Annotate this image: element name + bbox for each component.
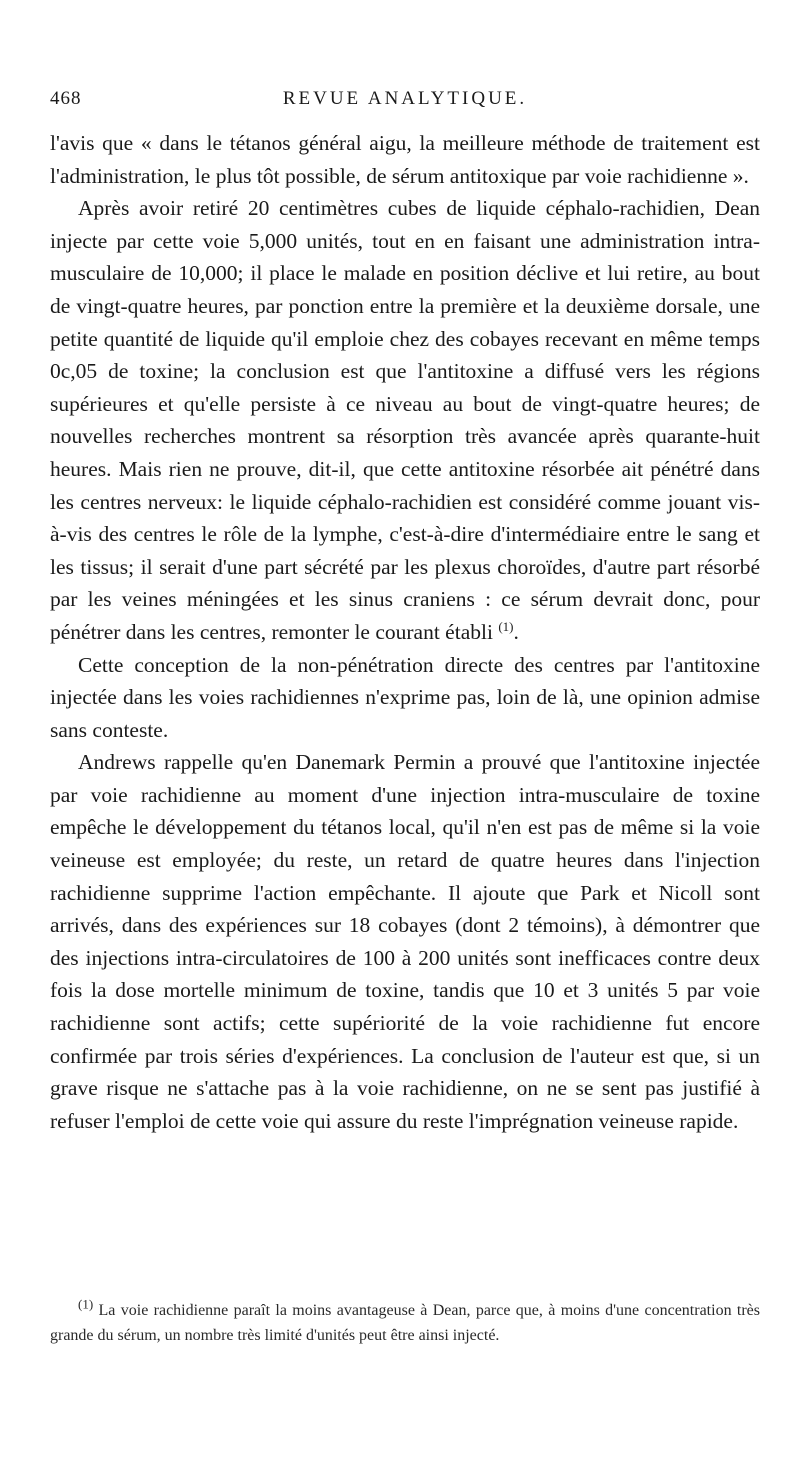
journal-title: REVUE ANALYTIQUE. [282,88,528,109]
footnote-reference-period: . [513,619,519,644]
paragraph-dean-method-text: Après avoir retiré 20 centimètres cubes de liquide céphalo-rachidien, Dean injecte par cette voie 5,000 unités, tout en en faisant une administration intra-musculaire de 10,000; il place le malade en position déclive et lui retire, au bout de vingt-quatre heures, par ponction entre la première et la deuxième dorsale, une petite quantité de liquide qu'il emploie chez des cobayes recevant en même temps 0c,05 de toxine; la conclusion est que l'antitoxine a diffusé vers les régions supérieures et qu'elle persiste à ce niveau au bout de vingt-quatre heures; de nouvelles recherches montrent sa résorption très avancée après quarante-huit heures. Mais rien ne prouve, dit-il, que cette antitoxine résorbée ait pénétré dans les centres nerveux: le liquide céphalo-rachidien est considéré comme jouant vis-à-vis des centres le rôle de la lymphe, c'est-à-dire d'intermédiaire entre le sang et les tissus; il serait d'une part sécrété par les plexus choroïdes, d'autre part résorbé par les veines méningées et les sinus craniens : ce sérum devrait donc, pour pénétrer dans les centres, remonter le courant établi [50,196,760,644]
page-number: 468 [50,88,82,109]
paragraph-non-penetration: Cette conception de la non-pénétration directe des centres par l'antitoxine injectée dans les voies rachidiennes n'exprime pas, loin de là, une opinion admise sans conteste. [50,652,760,742]
footnote-marker: (1) [78,1296,94,1312]
running-head [50,88,760,118]
paragraph-andrews: Andrews rappelle qu'en Danemark Permin a prouvé que l'antitoxine injectée par voie rachidienne au moment d'une injection intra-musculaire de toxine empêche le développement du tétanos local, qu'il n'en est pas de même si la voie veineuse est employée; du reste, un retard de quatre heures dans l'injection rachidienne supprime l'action empêchante. Il ajoute que Park et Nicoll sont arrivés, dans des expériences sur 18 cobayes (dont 2 témoins), à démontrer que des injections intra-circulatoires de 100 à 200 unités sont inefficaces contre deux fois la dose mortelle minimum de toxine, tandis que 10 et 3 unités 5 par voie rachidienne sont actifs; cette supériorité de la voie rachidienne fut encore confirmée par trois séries d'expériences. La conclusion de l'auteur est que, si un grave risque ne s'attache pas à la voie rachidienne, on ne se sent pas justifié à refuser l'emploi de cette voie qui assure du reste l'imprégnation veineuse rapide. [50,750,760,1133]
body-text [50,127,760,1137]
paragraph-continuation: l'avis que « dans le tétanos général aigu, la meilleure méthode de traitement est l'administration, le plus tôt possible, de sérum antitoxique par voie rachidienne ». [50,131,760,188]
footnote-reference: (1) [498,618,514,634]
book-page [50,0,760,1474]
paragraph-dean-method [50,192,760,648]
footnote-text: La voie rachidienne paraît la moins avantageuse à Dean, parce que, à moins d'une concentration très grande du sérum, un nombre très limité d'unités peut être ainsi injecté. [50,1302,761,1344]
footnote [50,1298,760,1348]
